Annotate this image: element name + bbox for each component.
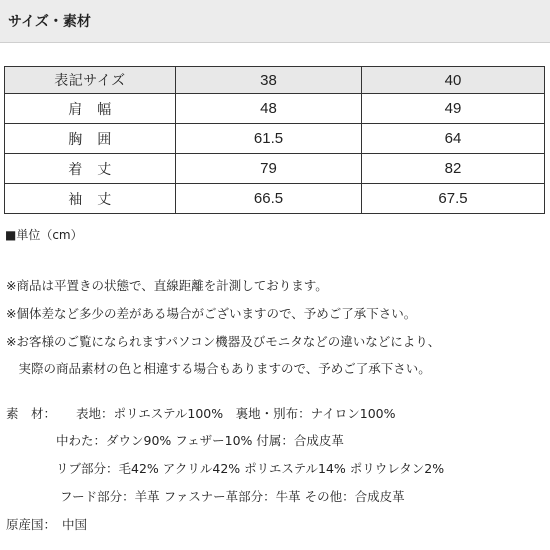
- materials-line: フード部分：羊革 ファスナー革部分：牛革 その他：合成皮革: [60, 489, 405, 504]
- materials-line: リブ部分：毛42% アクリル42% ポリエステル14% ポリウレタン2%: [56, 461, 445, 476]
- table-row: [5, 94, 544, 124]
- row-label-sleeve: 袖 丈: [5, 184, 176, 213]
- note-monitor: ※お客様のご覧になられますパソコン機器及びモニタなどの違いなどにより、: [6, 334, 441, 349]
- table-row: [5, 154, 544, 184]
- column-header-40: 40: [362, 67, 544, 94]
- cell-value: 48: [176, 94, 362, 124]
- size-table: [4, 66, 545, 214]
- row-label-length: 着 丈: [5, 154, 176, 184]
- column-header-size-label: 表記サイズ: [5, 67, 176, 94]
- cell-value: 61.5: [176, 124, 362, 154]
- table-header-row: [5, 67, 544, 94]
- cell-value: 82: [362, 154, 544, 184]
- cell-value: 66.5: [176, 184, 362, 213]
- materials-line: 中わた：ダウン90% フェザー10% 付属：合成皮革: [56, 433, 344, 448]
- row-label-shoulder: 肩 幅: [5, 94, 176, 124]
- cell-value: 79: [176, 154, 362, 184]
- note-measurement: ※商品は平置きの状態で、直線距離を計測しております。: [6, 278, 328, 293]
- row-label-chest: 胸 囲: [5, 124, 176, 154]
- materials-label: 素 材：: [6, 406, 57, 421]
- cell-value: 64: [362, 124, 544, 154]
- cell-value: 49: [362, 94, 544, 124]
- column-header-38: 38: [176, 67, 362, 94]
- note-variance: ※個体差など多少の差がある場合がございますので、予めご了承下さい。: [6, 306, 417, 321]
- origin-label: 原産国：: [6, 517, 57, 532]
- unit-note: ■単位（cm）: [5, 228, 83, 242]
- section-title: サイズ・素材: [8, 14, 91, 30]
- table-row: [5, 184, 544, 213]
- note-color: 実際の商品素材の色と相違する場合もありますので、予めご了承下さい。: [6, 361, 431, 376]
- table-row: [5, 124, 544, 154]
- section-header: [0, 0, 550, 43]
- cell-value: 67.5: [438, 190, 468, 207]
- origin-value: 中国: [62, 517, 88, 532]
- materials-line: 表地：ポリエステル100% 裏地・別布：ナイロン100%: [76, 406, 396, 421]
